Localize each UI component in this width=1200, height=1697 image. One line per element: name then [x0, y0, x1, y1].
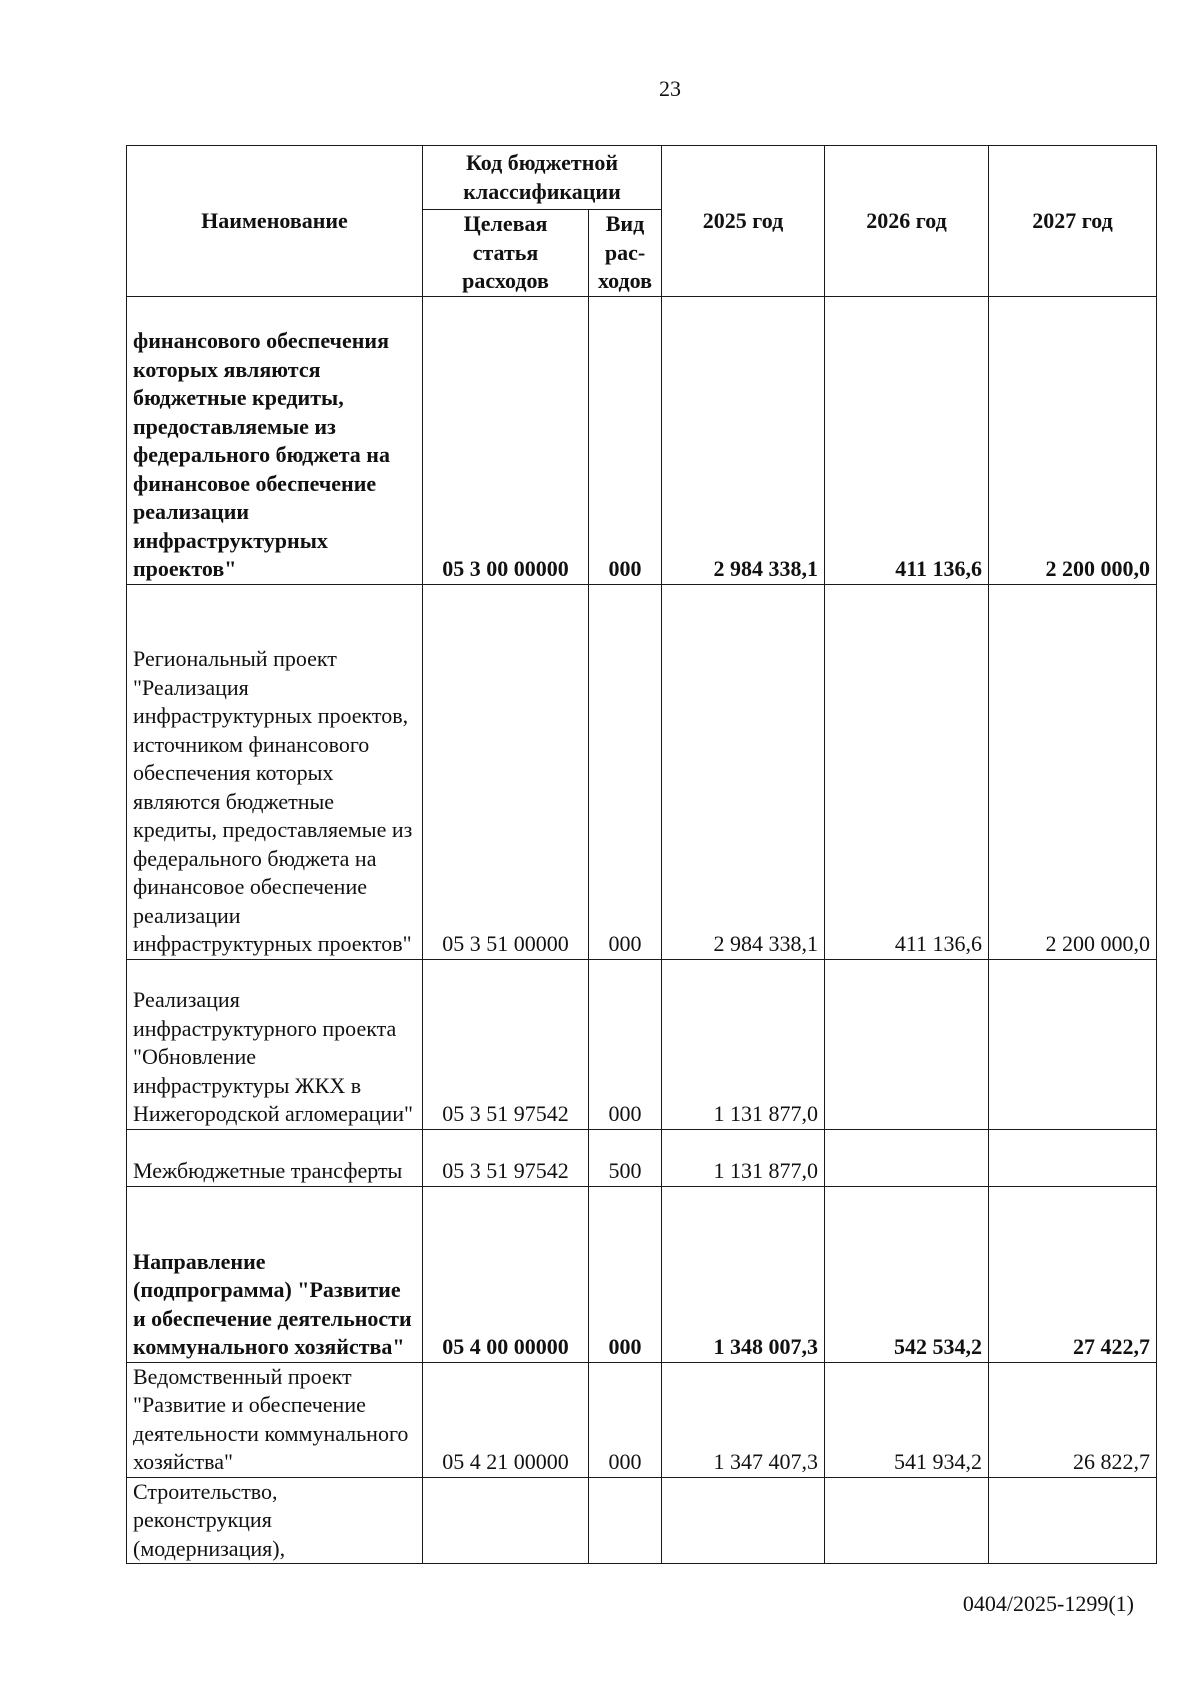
table-row — [127, 1129, 1157, 1186]
row-2027: 26 822,7 — [989, 1362, 1157, 1477]
row-vid: 000 — [589, 1186, 662, 1362]
budget-table — [126, 145, 1157, 1564]
row-2027: 2 200 000,0 — [989, 584, 1157, 959]
header-code-group: Код бюджетной классификации — [423, 146, 662, 210]
row-vid: 000 — [589, 1362, 662, 1477]
header-2026: 2026 год — [825, 146, 989, 297]
row-2025: 2 984 338,1 — [662, 584, 825, 959]
row-vid: 000 — [589, 584, 662, 959]
row-2026 — [825, 1129, 989, 1186]
row-vid: 500 — [589, 1129, 662, 1186]
row-vid — [589, 1477, 662, 1564]
row-name: Ведомственный проект "Развитие и обеспечение деятельности коммунального хозяйства" — [127, 1362, 423, 1477]
row-2025: 1 348 007,3 — [662, 1186, 825, 1362]
table-row — [127, 959, 1157, 1129]
header-2025: 2025 год — [662, 146, 825, 297]
table-row — [127, 1186, 1157, 1362]
header-name: Наименование — [127, 146, 423, 297]
row-2025: 2 984 338,1 — [662, 296, 825, 584]
row-2026: 411 136,6 — [825, 584, 989, 959]
row-name: Межбюджетные трансферты — [127, 1129, 423, 1186]
header-2027: 2027 год — [989, 146, 1157, 297]
row-2026: 411 136,6 — [825, 296, 989, 584]
row-code: 05 4 00 00000 — [423, 1186, 589, 1362]
row-2027: 2 200 000,0 — [989, 296, 1157, 584]
row-code: 05 3 51 97542 — [423, 959, 589, 1129]
row-code: 05 3 00 00000 — [423, 296, 589, 584]
row-name: Региональный проект "Реализация инфраструктурных проектов, источником финансового обеспечения которых являются бюджетные кредиты, предоставляемые из федерального бюджета на финансовое обеспечение реализации инфраструктурных проектов" — [127, 584, 423, 959]
row-code: 05 3 51 00000 — [423, 584, 589, 959]
row-code: 05 3 51 97542 — [423, 1129, 589, 1186]
row-name: Реализация инфраструктурного проекта "Обновление инфраструктуры ЖКХ в Нижегородской агломерации" — [127, 959, 423, 1129]
table-row — [127, 296, 1157, 584]
row-2027 — [989, 1477, 1157, 1564]
row-2027: 27 422,7 — [989, 1186, 1157, 1362]
table-row — [127, 1477, 1157, 1564]
row-2027 — [989, 959, 1157, 1129]
row-2026: 542 534,2 — [825, 1186, 989, 1362]
row-name: финансового обеспечения которых являются бюджетные кредиты, предоставляемые из федерального бюджета на финансовое обеспечение реализации инфраструктурных проектов" — [127, 296, 423, 584]
table-row — [127, 1362, 1157, 1477]
document-id: 0404/2025-1299(1) — [962, 1591, 1134, 1616]
row-2027 — [989, 1129, 1157, 1186]
row-vid: 000 — [589, 959, 662, 1129]
row-2025: 1 347 407,3 — [662, 1362, 825, 1477]
row-name: Строительство, реконструкция (модернизация), — [127, 1477, 423, 1564]
row-2025 — [662, 1477, 825, 1564]
row-2026: 541 934,2 — [825, 1362, 989, 1477]
page-number: 23 — [659, 76, 681, 101]
header-target-article: Целевая статья расходов — [423, 210, 589, 297]
row-code: 05 4 21 00000 — [423, 1362, 589, 1477]
header-expense-type: Вид рас- ходов — [589, 210, 662, 297]
row-vid: 000 — [589, 296, 662, 584]
row-2025: 1 131 877,0 — [662, 959, 825, 1129]
budget-table-container — [126, 145, 1156, 1564]
row-name: Направление (подпрограмма) "Развитие и обеспечение деятельности коммунального хозяйства" — [127, 1186, 423, 1362]
row-2026 — [825, 959, 989, 1129]
table-row — [127, 584, 1157, 959]
row-code — [423, 1477, 589, 1564]
row-2026 — [825, 1477, 989, 1564]
row-2025: 1 131 877,0 — [662, 1129, 825, 1186]
